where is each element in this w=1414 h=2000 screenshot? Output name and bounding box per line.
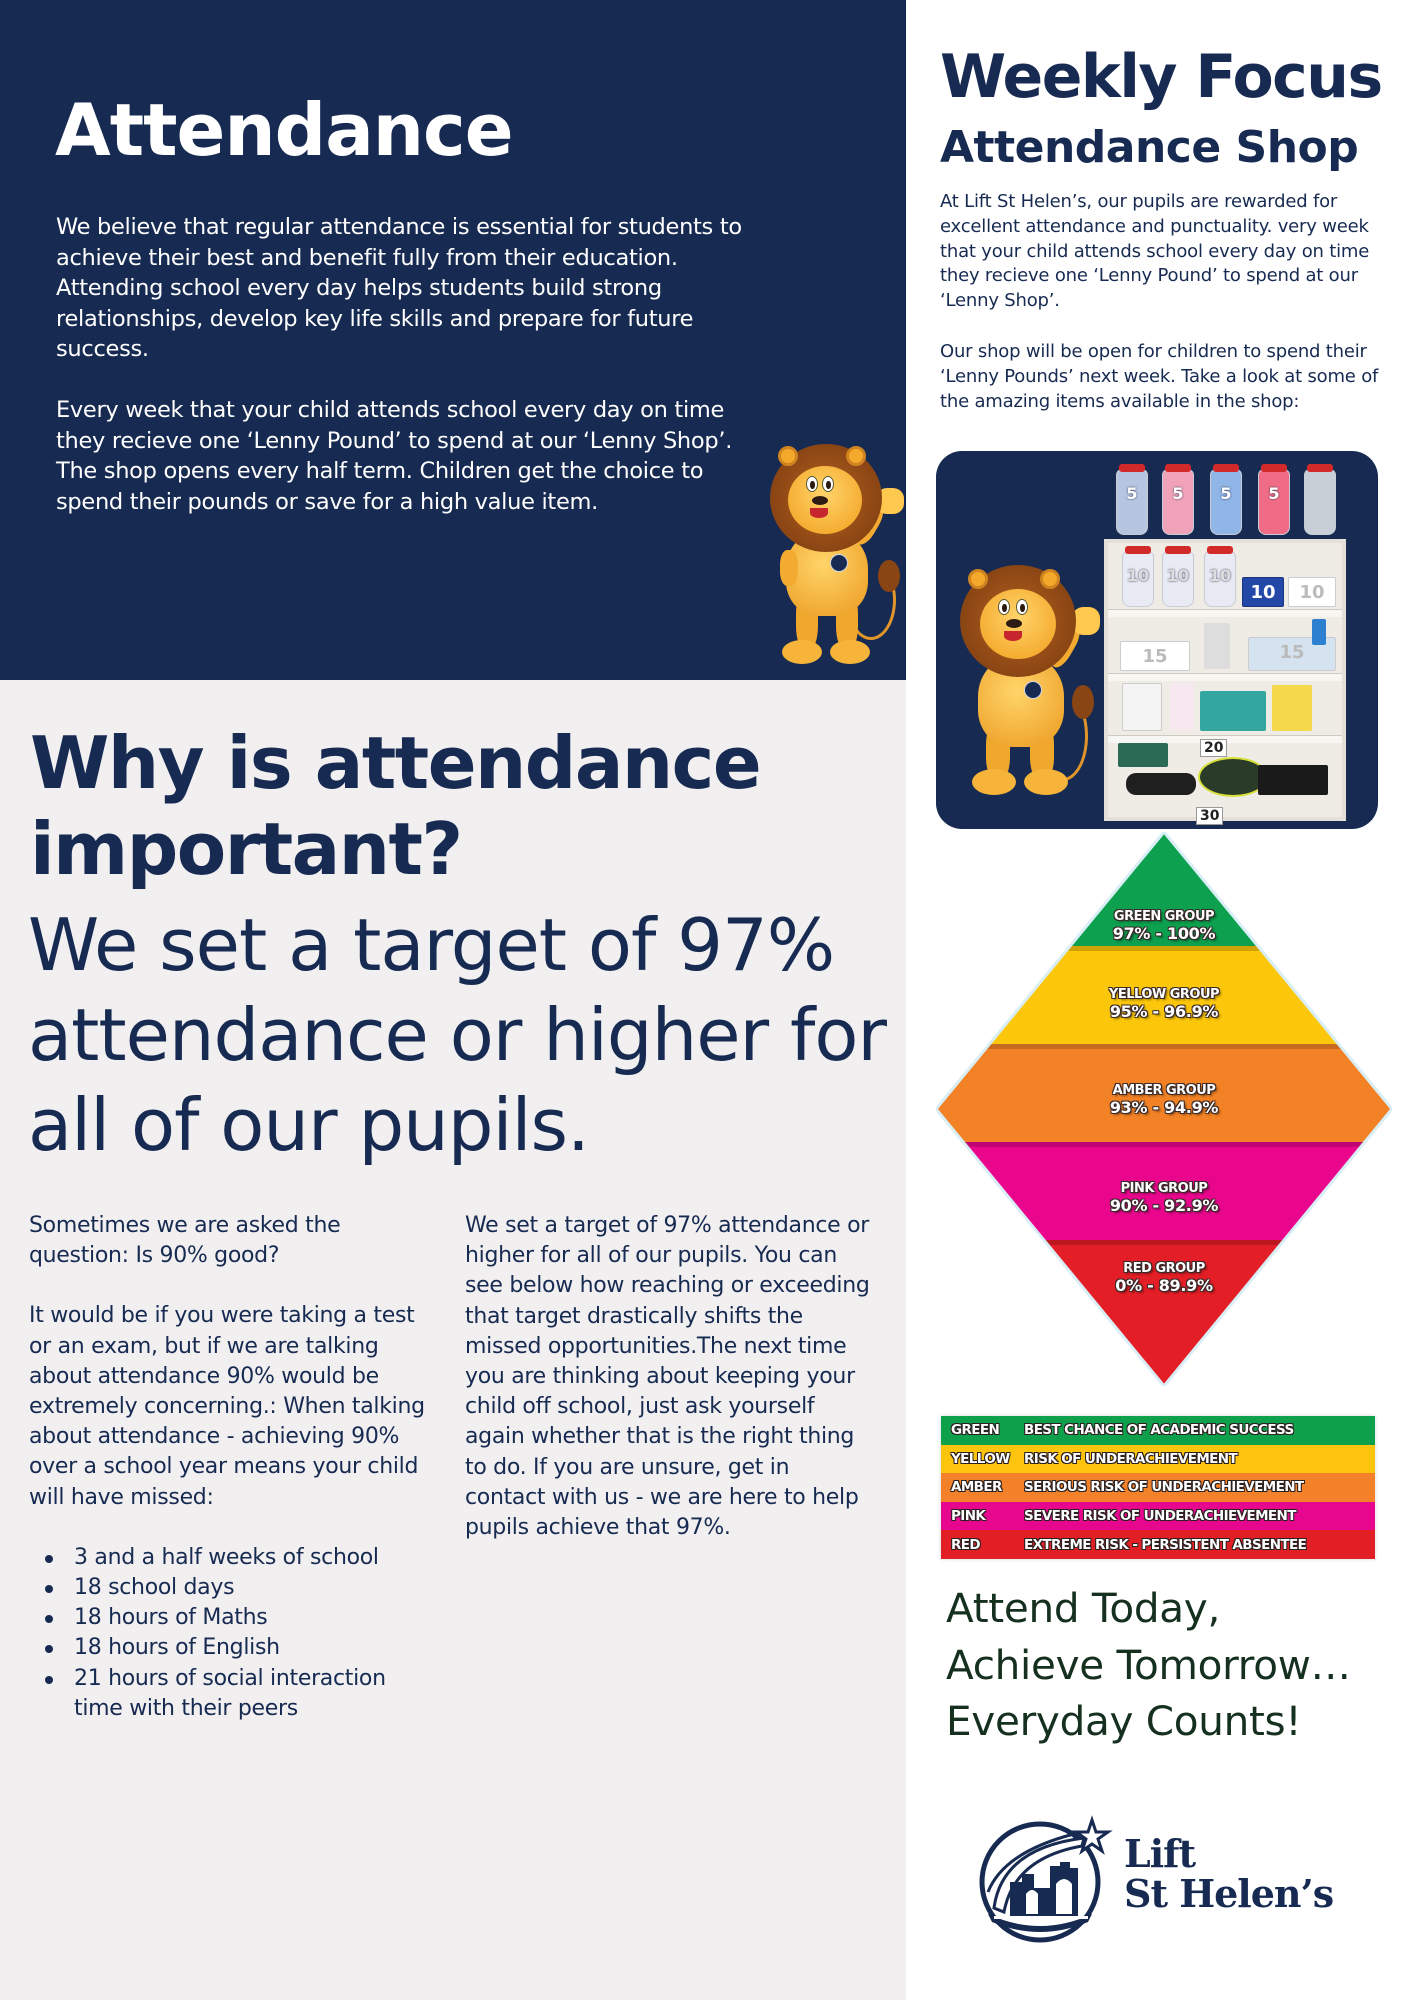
sweet-jar-icon: 5 [1162, 469, 1194, 535]
target-statement: We set a target of 97% attendance or higher for all of our pupils. [28, 903, 887, 1167]
list-item: 18 school days [29, 1573, 434, 1603]
right-text-column [465, 1211, 870, 1573]
table-row: AMBER SERIOUS RISK OF UNDERACHIEVEMENT [941, 1473, 1375, 1502]
shop-reward-paragraph: At Lift St Helen’s, our pupils are rewarded for excellent attendance and punctuality. very week that your child attends school every day on time they recieve one ‘Lenny Pound’ to spend at our ‘Lenny Shop’. [940, 191, 1370, 312]
missed-items-list [29, 1543, 434, 1724]
list-item: 18 hours of Maths [29, 1603, 434, 1633]
left-text-column [29, 1211, 434, 1724]
sweet-jar-icon: 5 [1258, 469, 1290, 535]
green-group-label: GREEN GROUP 97% - 100% [1112, 909, 1216, 943]
risk-level-table [941, 1416, 1375, 1559]
table-row: PINK SEVERE RISK OF UNDERACHIEVEMENT [941, 1502, 1375, 1531]
intro-paragraph: We believe that regular attendance is essential for students to achieve their best and benefit fully from their education. Attending school every day helps students build strong relationships, develop key life skills and prepare for future success. [56, 214, 742, 362]
table-row: YELLOW RISK OF UNDERACHIEVEMENT [941, 1445, 1375, 1474]
lift-st-helens-logo [974, 1808, 1334, 1948]
lenny-pound-paragraph: Every week that your child attends school every day on time they recieve one ‘Lenny Pound’ to spend at our ‘Lenny Shop’. The shop opens every half term. Children get the choice to spend their pounds or save for a high value item. [56, 397, 733, 515]
question-paragraph: Sometimes we are asked the question: Is 90% good? [29, 1213, 341, 1269]
red-group-label: RED GROUP 0% - 89.9% [1115, 1261, 1213, 1295]
target-paragraph: We set a target of 97% attendance or higher for all of our pupils. You can see below how reaching or exceeding that target drastically shifts the missed opportunities.The next time you are thinking about keeping your child off school, just ask yourself again whether that is the right thing to do. If you are unsure, get in contact with us - we are here to help pupils achieve that 97%. [465, 1213, 870, 1541]
school-name: Lift St Helen’s [1124, 1831, 1334, 1916]
school-emblem-icon [974, 1808, 1114, 1948]
list-item: 3 and a half weeks of school [29, 1543, 434, 1573]
sweet-jar-icon [1304, 469, 1336, 535]
list-item: 21 hours of social interaction time with their peers [29, 1664, 434, 1724]
sweet-jar-icon: 5 [1210, 469, 1242, 535]
lion-mascot-icon [766, 440, 916, 670]
slogan [946, 1580, 1406, 1750]
attendance-groups-diamond [936, 832, 1392, 1386]
table-row: RED EXTREME RISK - PERSISTENT ABSENTEE [941, 1530, 1375, 1559]
weekly-focus-subtitle: Attendance Shop [940, 122, 1359, 173]
lion-mascot-icon [958, 561, 1108, 801]
bookshelf-icon: 10 10 10 10 10 15 15 20 [1104, 539, 1346, 821]
concern-paragraph: It would be if you were taking a test or an exam, but if we are talking about attendance 90% would be extremely concerning.: When talking about attendance - achieving 90% over a school year means your child will have missed: [29, 1303, 425, 1510]
slogan-line: Attend Today, [946, 1584, 1221, 1632]
attendance-hero-panel [0, 0, 906, 680]
weekly-focus-title: Weekly Focus [940, 42, 1382, 112]
page-title: Attendance [55, 88, 513, 172]
slogan-line: Achieve Tomorrow… [946, 1640, 1351, 1689]
why-attendance-heading: Why is attendance important? [30, 721, 761, 891]
yellow-group-label: YELLOW GROUP 95% - 96.9% [1108, 987, 1220, 1021]
sweet-jar-icon: 5 [1116, 469, 1148, 535]
pink-group-label: PINK GROUP 90% - 92.9% [1109, 1181, 1219, 1215]
table-row: GREEN BEST CHANCE OF ACADEMIC SUCCESS [941, 1416, 1375, 1445]
slogan-line: Everyday Counts! [946, 1697, 1302, 1745]
attendance-shop-image: 5 5 5 5 10 10 10 10 10 15 15 20 30 [936, 451, 1378, 829]
list-item: 18 hours of English [29, 1633, 434, 1663]
amber-group-label: AMBER GROUP 93% - 94.9% [1109, 1083, 1219, 1117]
shop-open-paragraph: Our shop will be open for children to spend their ‘Lenny Pounds’ next week. Take a look at some of the amazing items available in the shop: [940, 341, 1379, 412]
